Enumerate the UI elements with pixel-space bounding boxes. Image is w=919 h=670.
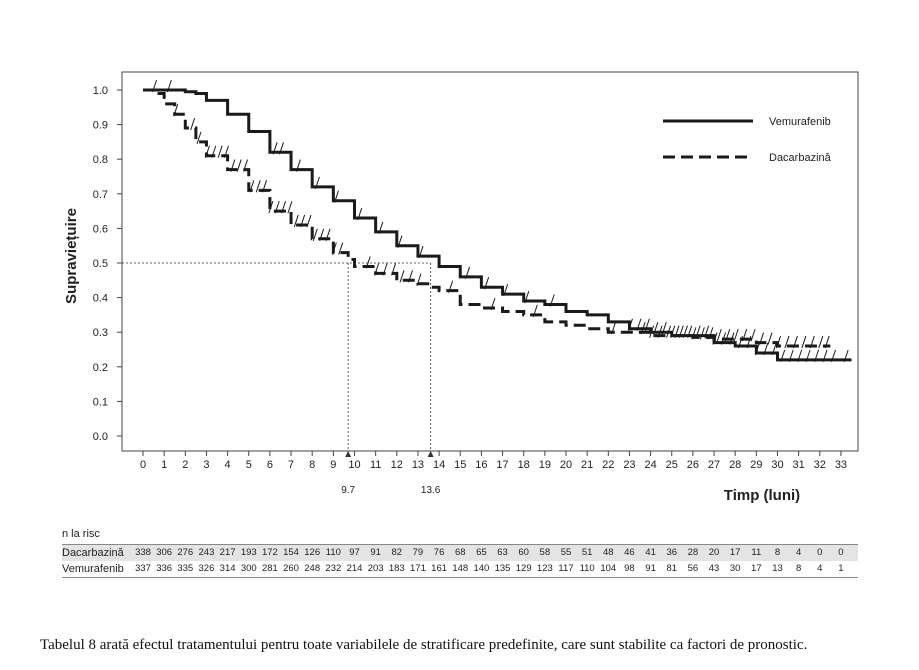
x-tick-label: 33 [834, 459, 848, 471]
risk-cell: 281 [261, 563, 278, 574]
risk-cell: 8 [795, 563, 802, 574]
risk-cell: 4 [817, 563, 823, 574]
risk-cell: 248 [304, 563, 321, 574]
risk-cell: 46 [624, 547, 635, 558]
risk-cell: 97 [349, 547, 360, 558]
y-tick-label: 0.4 [92, 292, 108, 305]
median-labels [341, 485, 441, 496]
risk-cell: 300 [240, 563, 257, 574]
censor-mark [768, 333, 772, 345]
censor-mark [313, 229, 317, 241]
x-tick-label: 31 [792, 459, 805, 471]
risk-cell: 68 [454, 547, 466, 558]
risk-cell: 13 [772, 563, 783, 574]
x-tick-label: 10 [348, 459, 361, 471]
x-axis-label: Timp (luni) [723, 487, 801, 504]
risk-cell: 20 [708, 547, 720, 558]
risk-cell: 243 [198, 547, 215, 558]
risk-cell: 8 [774, 547, 781, 558]
x-tick-label: 29 [750, 459, 763, 471]
risk-cell: 0 [838, 547, 844, 558]
censor-mark [819, 336, 823, 348]
censor-mark [751, 329, 755, 341]
x-tick-label: 14 [432, 459, 446, 471]
risk-cell: 17 [729, 547, 741, 558]
median-label: 9.7 [341, 485, 356, 496]
risk-cell: 79 [412, 547, 424, 558]
risk-row-label: Vemurafenib [62, 563, 124, 575]
risk-cell: 28 [687, 547, 699, 558]
risk-cell: 326 [198, 563, 215, 574]
risk-row-label: Dacarbazină [62, 547, 124, 559]
x-tick-label: 0 [139, 459, 147, 471]
x-tick-label: 20 [559, 459, 573, 471]
risk-cell: 306 [156, 547, 173, 558]
risk-cell: 183 [388, 563, 405, 574]
risk-cell: 214 [346, 563, 363, 574]
risk-cell: 110 [579, 563, 595, 574]
risk-cell: 0 [817, 547, 823, 558]
median-reference-lines [122, 263, 434, 459]
risk-cell: 81 [666, 563, 678, 574]
series-line-vemurafenib [143, 90, 852, 360]
x-tick-label: 15 [454, 459, 467, 471]
median-arrow [345, 451, 351, 457]
x-tick-label: 7 [287, 459, 295, 471]
risk-cell: 4 [795, 547, 802, 558]
risk-cell: 60 [518, 547, 529, 558]
x-tick-label: 32 [813, 459, 826, 471]
censor-mark [717, 329, 721, 341]
x-tick-label: 1 [161, 459, 168, 471]
y-axis-label: Supraviețuire [63, 208, 80, 304]
risk-cell: 30 [729, 563, 741, 574]
median-label: 13.6 [420, 485, 441, 496]
x-tick-label: 17 [496, 459, 509, 471]
x-tick-label: 2 [182, 459, 189, 471]
risk-cell: 91 [370, 547, 381, 558]
risk-cell: 98 [624, 563, 635, 574]
risk-cell: 337 [135, 563, 151, 574]
risk-cell: 148 [452, 563, 469, 574]
risk-cell: 232 [325, 563, 342, 574]
y-tick-label: 0.8 [92, 154, 108, 167]
risk-cell: 123 [536, 563, 553, 574]
risk-cell: 11 [751, 547, 762, 558]
risk-cell: 117 [558, 563, 574, 574]
risk-cell: 110 [325, 547, 341, 558]
x-tick-label: 8 [309, 459, 316, 471]
risk-cell: 203 [367, 563, 384, 574]
x-tick-label: 18 [517, 459, 530, 471]
risk-cell: 65 [476, 547, 487, 558]
risk-cell: 104 [600, 563, 617, 574]
risk-cell: 36 [666, 547, 678, 558]
risk-cell: 129 [515, 563, 532, 574]
risk-table-title: n la risc [62, 528, 858, 545]
y-tick-label: 0.3 [92, 327, 108, 340]
y-tick-label: 0.7 [92, 188, 108, 201]
plot-frame [122, 72, 858, 451]
censor-mark [191, 118, 195, 130]
x-tick-label: 5 [245, 459, 252, 471]
x-tick-label: 24 [644, 459, 657, 471]
risk-cell: 193 [240, 547, 257, 558]
y-tick-label: 0.0 [92, 431, 108, 443]
y-tick-label: 0.6 [92, 223, 108, 236]
x-tick-label: 23 [623, 459, 636, 471]
y-tick-label: 0.5 [92, 258, 108, 270]
risk-cell: 217 [219, 547, 236, 558]
caption-text: Tabelul 8 arată efectul tratamentului pentru toate variabilele de stratificare predefinite, care sunt stabilite ca factori de pronostic. [40, 637, 808, 653]
y-axis [93, 85, 122, 443]
risk-table [62, 528, 858, 578]
x-tick-label: 26 [686, 459, 700, 471]
x-tick-label: 9 [330, 459, 337, 471]
x-tick-label: 12 [390, 459, 403, 471]
risk-cell: 171 [410, 563, 426, 574]
x-tick-label: 22 [602, 459, 615, 471]
legend [663, 116, 832, 164]
risk-cell: 63 [497, 547, 508, 558]
censor-mark [700, 327, 704, 339]
y-tick-label: 0.9 [92, 119, 108, 132]
risk-cell: 161 [431, 563, 448, 574]
risk-cell: 55 [560, 547, 572, 558]
censor-mark [734, 329, 738, 341]
risk-cell: 260 [283, 563, 299, 574]
median-arrow [428, 451, 434, 457]
x-tick-label: 19 [538, 459, 551, 471]
x-tick-label: 3 [203, 459, 210, 471]
risk-cell: 1 [838, 563, 844, 574]
x-tick-label: 25 [665, 459, 678, 471]
risk-cell: 336 [156, 563, 173, 574]
risk-cell: 172 [261, 547, 278, 558]
censor-mark [307, 215, 311, 227]
x-tick-label: 16 [475, 459, 488, 471]
risk-cell: 154 [283, 547, 299, 558]
risk-cell: 48 [603, 547, 614, 558]
x-tick-label: 27 [707, 459, 721, 471]
x-tick-label: 21 [581, 459, 594, 471]
censor-mark [237, 160, 241, 172]
x-tick-label: 6 [266, 459, 273, 471]
risk-cell: 76 [433, 547, 445, 558]
legend-label: Dacarbazină [769, 152, 831, 164]
risk-cell: 51 [581, 547, 593, 558]
legend-label: Vemurafenib [769, 116, 831, 128]
risk-cell: 41 [645, 547, 656, 558]
risk-cell: 43 [708, 563, 720, 574]
x-tick-label: 11 [369, 459, 382, 471]
x-tick-label: 28 [729, 459, 742, 471]
risk-row-vemurafenib [62, 561, 858, 578]
risk-row-dacarbazina [62, 545, 858, 561]
x-tick-label: 4 [224, 459, 231, 471]
risk-cell: 82 [391, 547, 403, 558]
risk-cell: 58 [539, 547, 551, 558]
risk-cell: 335 [177, 563, 194, 574]
y-tick-label: 0.2 [92, 361, 108, 374]
x-tick-label: 13 [411, 459, 425, 471]
risk-cell: 126 [304, 547, 321, 558]
risk-cell: 17 [751, 563, 762, 574]
y-tick-label: 0.1 [92, 396, 108, 409]
series-line-dacarbazina [143, 90, 830, 346]
risk-cell: 140 [473, 563, 490, 574]
risk-cell: 276 [177, 547, 194, 558]
x-tick-label: 30 [771, 459, 784, 471]
risk-cell: 91 [645, 563, 656, 574]
risk-cell: 135 [494, 563, 511, 574]
risk-cell: 314 [219, 563, 236, 574]
risk-cell: 56 [687, 563, 699, 574]
censor-mark [288, 201, 292, 213]
x-axis [140, 451, 847, 471]
y-tick-label: 1.0 [92, 85, 108, 97]
risk-cell: 338 [135, 547, 151, 558]
